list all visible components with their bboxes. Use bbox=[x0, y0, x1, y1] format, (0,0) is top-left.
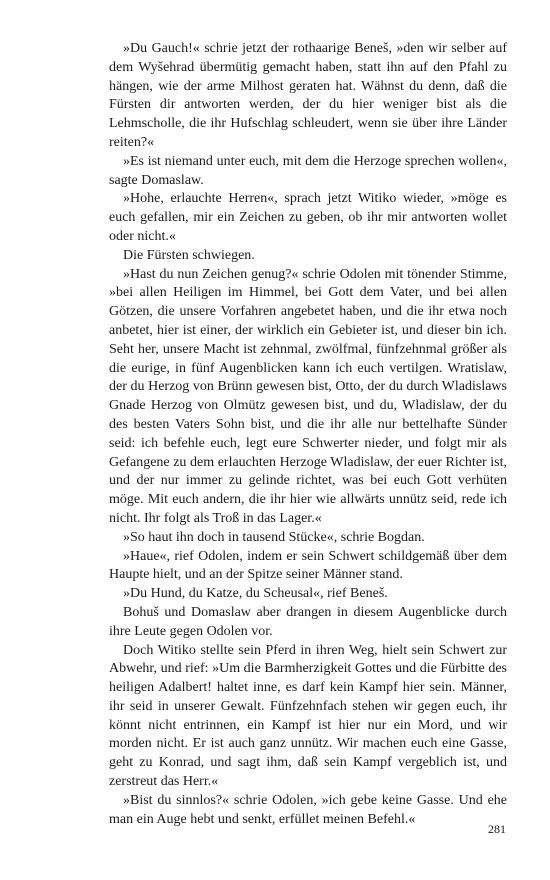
paragraph: Doch Witiko stellte sein Pferd in ihren Weg, hielt sein Schwert zur Abwehr, und rief: »Um die Barmherzigkeit Gottes und die Fürbitte des heiligen Adalbert! haltet inne, es darf kein Kampf hier sein. Männer, ihr seid in unserer Gewalt. Fünfzehnfach stehen wir gegen euch, ihr könnt nicht entrinnen, ein Kampf ist hier nur ein Mord, und wir morden nicht. Er ist auch ganz unnütz. Wir machen euch eine Gasse, geht zu Konrad, und sagt ihm, daß sein Kampf vergeblich ist, und zerstreut das Herr.« bbox=[109, 642, 507, 790]
paragraph: »Haue«, rief Odolen, indem er sein Schwert schildgemäß über dem Haupte hielt, und an der Spitze seiner Männer stand. bbox=[109, 548, 507, 583]
paragraph: »Hast du nun Zeichen genug?« schrie Odolen mit tönender Stimme, »bei allen Heiligen im Himmel, bei Gott dem Vater, und bei allen Götzen, die unsere Vorfahren angebetet haben, und die ihr etwa noch anbetet, hier ist einer, der wirklich ein Gebieter ist, und dieser bin ich. Seht her, unsere Macht ist zehnmal, zwölfmal, fünfzehnmal größer als die eurige, in fünf Augenblicken kann ich euch vertilgen. Wratislaw, der du Herzog von Brünn gewesen bist, Otto, der du durch Wladislaws Gnade Herzog von Olmütz gewesen bist, und du, Wladislaw, der du des besten Vaters Sohn bist, und die ihr alle nur bettelhafte Sünder seid: ich befehle euch, legt eure Schwerter nieder, und folgt mir als Gefangene zu dem erlauchten Herzoge Wladislaw, der euer Richter ist, und der nur immer zu gelinde richtet, was bei euch Gott verhüten möge. Mit euch andern, die ihr hier wie allwärts unnütz seid, rede ich nicht. Ihr folgt als Troß in das Lager.« bbox=[109, 266, 507, 526]
paragraph: Bohuš und Domaslaw aber drangen in diesem Augenblicke durch ihre Leute gegen Odolen vor. bbox=[109, 604, 507, 639]
paragraph: Die Fürsten schwiegen. bbox=[123, 247, 255, 263]
page-number: 281 bbox=[488, 822, 506, 836]
paragraph: »Hohe, erlauchte Herren«, sprach jetzt Witiko wieder, »möge es euch gefallen, mir ein Zeichen zu geben, ob ihr mir antworten wollet oder nicht.« bbox=[109, 191, 507, 244]
paragraph: »Bist du sinnlos?« schrie Odolen, »ich gebe keine Gasse. Und ehe man ein Auge hebt und senkt, erfüllet meinen Befehl.« bbox=[109, 792, 507, 827]
paragraph: »Du Hund, du Katze, du Scheusal«, rief Beneš. bbox=[123, 586, 388, 602]
paragraph: »Du Gauch!« schrie jetzt der rothaarige Beneš, »den wir selber auf dem Wyšehrad übermütig gemacht haben, statt ihn auf den Pfahl zu hängen, wie der arme Milhost geraten hat. Wähnst du denn, daß die Fürsten dir antworten werden, der du hier weniger bist als die Lehmscholle, die ihr Hufschlag schleudert, wenn sie über ihre Länder reiten?« bbox=[109, 41, 507, 150]
paragraph: »So haut ihn doch in tausend Stücke«, schrie Bogdan. bbox=[123, 529, 425, 545]
page-text-block bbox=[109, 40, 507, 829]
paragraph: »Es ist niemand unter euch, mit dem die Herzoge sprechen wollen«, sagte Domaslaw. bbox=[109, 153, 507, 188]
